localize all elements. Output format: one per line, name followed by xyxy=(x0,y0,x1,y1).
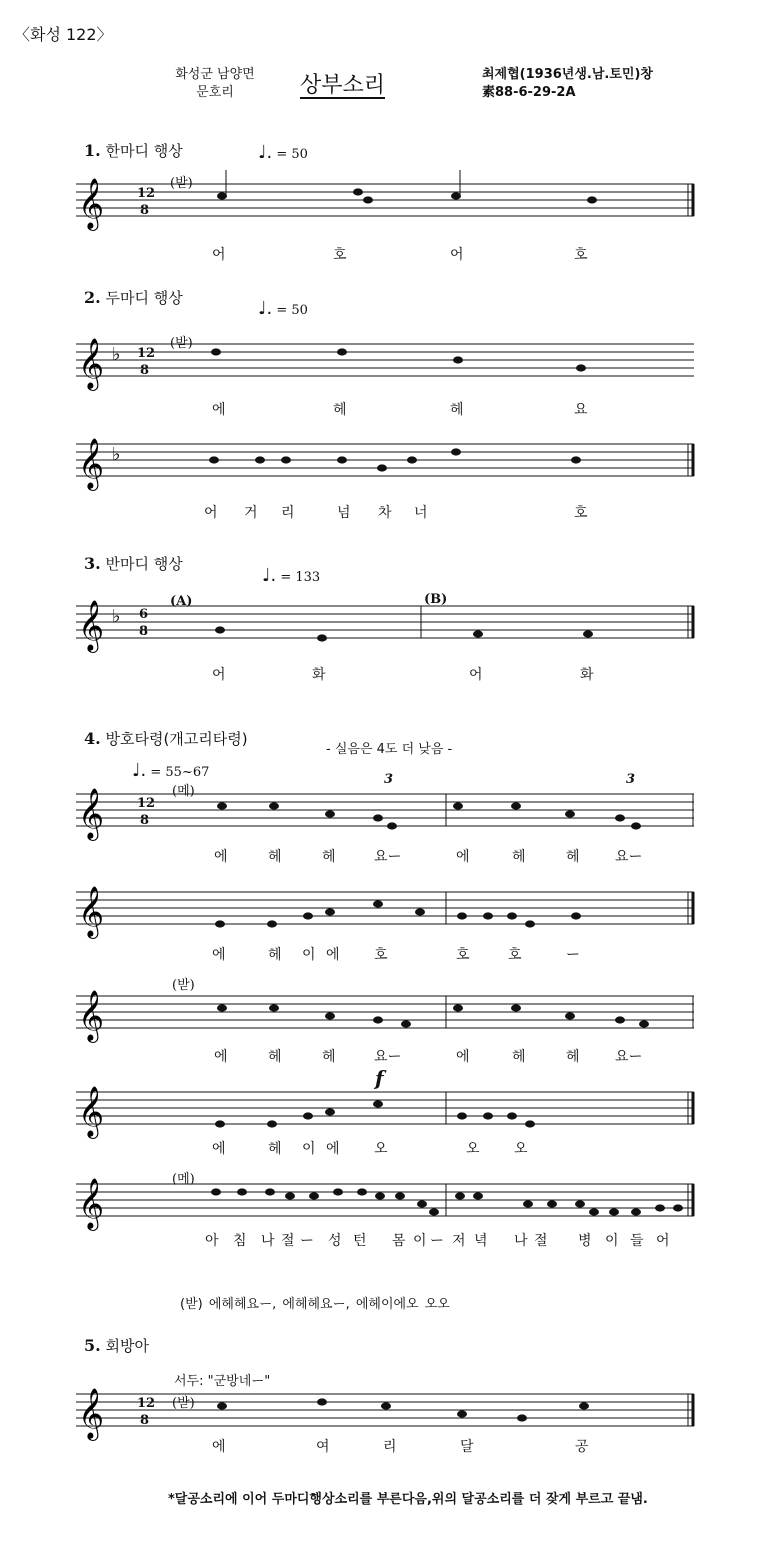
lyric: 너 xyxy=(414,505,428,521)
lyric: 이 xyxy=(413,1233,427,1249)
forte-dynamic: f xyxy=(375,1066,384,1090)
tempo-value: = 55~67 xyxy=(150,765,210,780)
quarter-note-icon: ♩. xyxy=(132,760,147,781)
section-4-mark-b: (받) xyxy=(172,978,195,993)
lyric: 헤 xyxy=(512,849,526,865)
lyric: 어 xyxy=(656,1233,670,1249)
lyric: 어 xyxy=(212,247,226,263)
lyric: 헤 xyxy=(322,1049,336,1065)
lyric: 어 xyxy=(450,247,464,263)
section-4-heading xyxy=(84,728,248,749)
lyric: 절 xyxy=(534,1233,548,1249)
lyric: 요 xyxy=(574,402,588,418)
section-title: 한마디 행상 xyxy=(105,142,183,160)
lyric: 헤 xyxy=(268,1049,282,1065)
section-title: 두마디 행상 xyxy=(105,289,183,307)
lyric: 에 xyxy=(212,1141,226,1157)
lyric: 요ー xyxy=(374,1049,402,1065)
lyric: 에 xyxy=(212,402,226,418)
tempo-value: = 133 xyxy=(280,570,321,585)
section-3-staff xyxy=(76,602,696,662)
section-4-staff-5 xyxy=(76,1180,696,1240)
section-3-mark-b: (B) xyxy=(424,592,448,607)
section-4-note: - 실음은 4도 더 낮음 - xyxy=(326,742,453,757)
treble-clef-icon: 𝄞 xyxy=(78,1388,105,1439)
archive-number: 素88-6-29-2A xyxy=(482,85,576,100)
section-4-staff-1 xyxy=(76,790,696,850)
lyric: 헤 xyxy=(268,947,282,963)
flat-icon: ♭ xyxy=(112,344,121,365)
tempo-value: = 50 xyxy=(276,303,308,318)
treble-clef-icon: 𝄞 xyxy=(78,438,105,489)
section-title: 회방아 xyxy=(105,1337,149,1355)
location xyxy=(160,66,270,102)
lyric: 화 xyxy=(580,667,594,683)
treble-clef-icon: 𝄞 xyxy=(78,178,105,229)
flat-icon: ♭ xyxy=(112,444,121,465)
time-sig-top: 12 xyxy=(137,1396,156,1411)
lyric: 침 xyxy=(233,1233,247,1249)
triplet-mark: 3 xyxy=(384,772,394,787)
lyric: 호 xyxy=(333,247,347,263)
quarter-note-icon: ♩. xyxy=(262,565,277,586)
time-sig-top: 6 xyxy=(139,607,149,622)
lyric: 리 xyxy=(281,505,295,521)
lyric: 헤 xyxy=(268,849,282,865)
lyric: 나 xyxy=(261,1233,275,1249)
lyric: 헤 xyxy=(512,1049,526,1065)
section-4-mark-e: (메) xyxy=(172,1172,195,1187)
lyric: 호 xyxy=(574,505,588,521)
lyric: 성 xyxy=(328,1233,342,1249)
section-2-staff-2 xyxy=(76,440,696,500)
section-4-tempo xyxy=(132,760,209,781)
lyric: 에 xyxy=(326,947,340,963)
footnote: *달공소리에 이어 두마디행상소리를 부른다음,위의 달공소리를 더 잦게 부르고 끝냄. xyxy=(168,1492,648,1507)
section-4-staff-2 xyxy=(76,888,696,948)
quarter-note-icon: ♩. xyxy=(258,142,273,163)
lyric: 헤 xyxy=(566,849,580,865)
lyric: 에 xyxy=(326,1141,340,1157)
time-sig-top: 12 xyxy=(137,346,156,361)
location-line1: 화성군 남양면 xyxy=(175,67,255,82)
lyric: 병 xyxy=(578,1233,592,1249)
refrain-text: (받) 에헤헤요ー, 에헤헤요ー, 에헤이에오 오오 xyxy=(180,1297,450,1312)
section-3-mark-a: (A) xyxy=(170,594,193,609)
flat-icon: ♭ xyxy=(112,606,121,627)
time-sig-bottom: 8 xyxy=(140,363,150,378)
page-code: 〈화성 122〉 xyxy=(14,25,113,44)
section-4-staff-3 xyxy=(76,992,696,1052)
lyric: 턴 xyxy=(353,1233,367,1249)
treble-clef-icon: 𝄞 xyxy=(78,990,105,1041)
lyric: 요ー xyxy=(615,849,643,865)
lyric: 헤 xyxy=(322,849,336,865)
location-line2: 문호리 xyxy=(196,85,234,100)
time-sig-bottom: 8 xyxy=(140,203,150,218)
lyric: 어 xyxy=(469,667,483,683)
lyric: 오 xyxy=(374,1141,388,1157)
lyric: ー xyxy=(430,1233,444,1249)
lyric: 들 xyxy=(630,1233,644,1249)
section-title: 방호타령(개고리타령) xyxy=(105,730,248,748)
lyric: 거 xyxy=(244,505,258,521)
lyric: 헤 xyxy=(268,1141,282,1157)
lyric: ー xyxy=(300,1233,314,1249)
section-5-heading xyxy=(84,1335,149,1356)
lyric: 에 xyxy=(456,1049,470,1065)
section-3-tempo xyxy=(262,565,320,586)
lyric: 에 xyxy=(456,849,470,865)
section-2-heading xyxy=(84,287,183,308)
lyric: 저 xyxy=(452,1233,466,1249)
lyric: 헤 xyxy=(333,402,347,418)
section-1-staff xyxy=(76,180,696,240)
time-sig-bottom: 8 xyxy=(139,624,149,639)
triplet-mark: 3 xyxy=(626,772,636,787)
lyric: 요ー xyxy=(615,1049,643,1065)
section-2-tempo xyxy=(258,298,308,319)
prelude-text: 서두: "군방네ー" xyxy=(174,1374,271,1389)
treble-clef-icon: 𝄞 xyxy=(78,1086,105,1137)
lyric: 여 xyxy=(316,1439,330,1455)
lyric: 리 xyxy=(383,1439,397,1455)
singer-line: 최제협(1936년생.남.토민)창 xyxy=(482,67,653,82)
lyric: 차 xyxy=(378,505,392,521)
section-2-mark: (받) xyxy=(170,336,193,351)
treble-clef-icon: 𝄞 xyxy=(78,886,105,937)
lyric: 이 xyxy=(605,1233,619,1249)
time-sig-top: 12 xyxy=(137,186,156,201)
lyric: 요ー xyxy=(374,849,402,865)
treble-clef-icon: 𝄞 xyxy=(78,788,105,839)
lyric: 호 xyxy=(456,947,470,963)
lyric: 공 xyxy=(575,1439,589,1455)
section-1-mark: (받) xyxy=(170,176,193,191)
time-sig-bottom: 8 xyxy=(140,813,150,828)
lyric: 절 xyxy=(281,1233,295,1249)
lyric: 헤 xyxy=(450,402,464,418)
treble-clef-icon: 𝄞 xyxy=(78,338,105,389)
lyric: 에 xyxy=(212,1439,226,1455)
lyric: 에 xyxy=(212,947,226,963)
lyric: 몸 xyxy=(392,1233,406,1249)
section-number: 3. xyxy=(84,554,101,573)
section-number: 1. xyxy=(84,141,101,160)
quarter-note-icon: ♩. xyxy=(258,298,273,319)
page-title: 상부소리 xyxy=(300,73,386,98)
singer-info xyxy=(482,66,653,102)
lyric: 넘 xyxy=(337,505,351,521)
lyric: 오 xyxy=(466,1141,480,1157)
section-5-mark: (받) xyxy=(172,1396,195,1411)
section-number: 4. xyxy=(84,729,101,748)
lyric: 화 xyxy=(312,667,326,683)
lyric: 헤 xyxy=(566,1049,580,1065)
section-number: 2. xyxy=(84,288,101,307)
lyric: 에 xyxy=(214,1049,228,1065)
lyric: 어 xyxy=(204,505,218,521)
lyric: 호 xyxy=(508,947,522,963)
tempo-value: = 50 xyxy=(276,147,308,162)
lyric: 나 xyxy=(514,1233,528,1249)
lyric: 어 xyxy=(212,667,226,683)
lyric: 녁 xyxy=(474,1233,488,1249)
lyric: ー xyxy=(566,947,580,963)
section-1-heading xyxy=(84,140,183,161)
treble-clef-icon: 𝄞 xyxy=(78,1178,105,1229)
time-sig-top: 12 xyxy=(137,796,156,811)
section-4-mark: (메) xyxy=(172,784,195,799)
time-sig-bottom: 8 xyxy=(140,1413,150,1428)
section-3-heading xyxy=(84,553,183,574)
lyric: 이 xyxy=(302,1141,316,1157)
lyric: 오 xyxy=(514,1141,528,1157)
treble-clef-icon: 𝄞 xyxy=(78,600,105,651)
lyric: 이 xyxy=(302,947,316,963)
lyric: 달 xyxy=(460,1439,474,1455)
lyric: 호 xyxy=(374,947,388,963)
lyric: 아 xyxy=(205,1233,219,1249)
section-number: 5. xyxy=(84,1336,101,1355)
lyric: 에 xyxy=(214,849,228,865)
section-title: 반마디 행상 xyxy=(105,555,183,573)
section-1-tempo xyxy=(258,142,308,163)
lyric: 호 xyxy=(574,247,588,263)
section-2-staff-1 xyxy=(76,340,696,400)
